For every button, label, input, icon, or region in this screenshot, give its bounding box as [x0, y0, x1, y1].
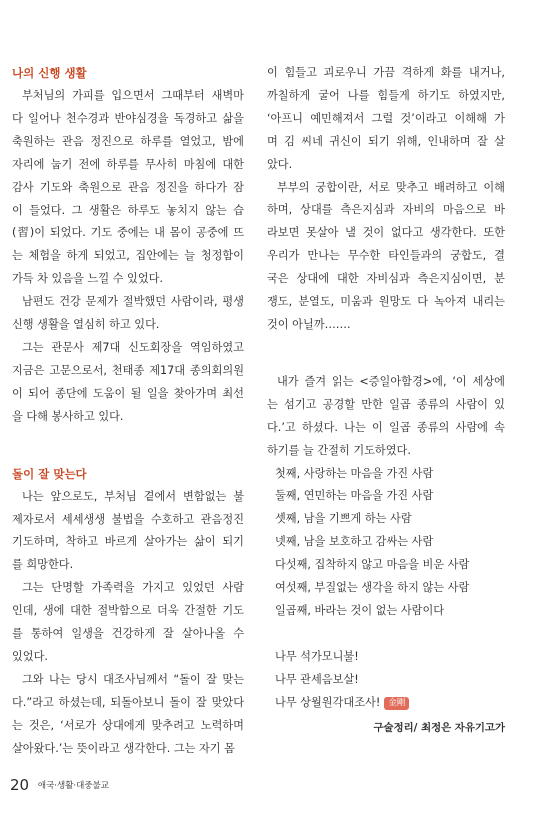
text-line: 그와 나는 당시 대조사님께서 “돌이 잘 맞는 — [22, 672, 244, 686]
text-line: 넷째, 남을 보호하고 감싸는 사람 — [275, 535, 434, 549]
text-line: 다.’고 하셨다. 나는 이 일곱 종류의 사람에 속 — [267, 420, 505, 434]
text-line: 를 통하여 일생을 건강하게 잘 살아나올 수 — [12, 627, 244, 641]
text-line: 가득 차 있음을 느낄 수 있었다. — [12, 272, 164, 286]
author-signature: 구술정리/ 최정은 자유기고가 — [373, 721, 505, 734]
text-line: 그는 단명할 가족력을 가지고 있었던 사람 — [22, 581, 244, 595]
text-line: 자리에 눕기 전에 하루를 무사히 마침에 대한 — [12, 157, 244, 171]
text-line: 제자로서 세세생생 불법을 수호하고 관음정진 — [12, 512, 244, 526]
text-line: 는 섬기고 공경할 만한 일곱 종류의 사람이 있 — [267, 397, 505, 411]
text-line: 라보면 못살아 낼 것이 없다고 생각한다. 또한 — [267, 226, 505, 240]
text-line: 셋째, 남을 기쁘게 하는 사람 — [275, 512, 412, 526]
text-line: 는 체험을 하게 되었고, 집안에는 늘 청정함이 — [12, 249, 244, 263]
seven-people-list — [267, 463, 505, 623]
right-column — [267, 62, 505, 739]
text-line: 이 힘들고 괴로우니 가끔 격하게 화를 내거나, — [267, 66, 505, 79]
text-line: 여섯째, 부질없는 생각을 하지 않는 사람 — [275, 581, 470, 595]
text-line: 며 김 씨네 귀신이 되기 위해, 인내하며 잘 살 — [267, 134, 505, 148]
text-line: 지금은 고문으로서, 천태종 제17대 종의회의원 — [12, 363, 244, 377]
text-line: 다.”라고 하셨는데, 되돌아보니 돌이 잘 맞았다 — [12, 695, 244, 709]
text-line: (習)이 되었다. 기도 중에는 내 몸이 공중에 뜨 — [12, 226, 244, 240]
text-line: 인데, 생에 대한 절박함으로 더욱 간절한 기도 — [12, 604, 244, 618]
text-line: 는 것은, ‘서로가 상대에게 맞추려고 노력하며 — [12, 718, 244, 732]
text-line: 다 일어나 천수경과 반야심경을 독경하고 삶을 — [12, 111, 244, 125]
text-line: ‘아프니 예민해져서 그럴 것’이라고 이해해 가 — [267, 111, 505, 125]
text-line: 그는 관문사 제7대 신도회장을 역임하였고 — [22, 340, 244, 354]
text-line: 하며, 상대를 측은지심과 자비의 마음으로 바 — [267, 203, 505, 217]
section-body-stones-fit — [12, 486, 244, 761]
text-line: 이 들었다. 그 생활은 하루도 놓치지 않는 습 — [12, 203, 244, 217]
section-title-stones-fit: 돌이 잘 맞는다 — [12, 466, 87, 481]
text-line: 것이 아닐까……. — [267, 317, 351, 331]
text-line: 다섯째, 집착하지 않고 마음을 비운 사람 — [275, 558, 470, 572]
text-line: 나무 석가모니불! — [275, 649, 359, 663]
page-number: 20 — [10, 776, 30, 794]
text-line: 이 되어 종단에 도움이 될 일을 찾아가며 최선 — [12, 386, 244, 400]
paragraph-sutra-quote — [267, 371, 505, 463]
text-line: 국은 상대에 대한 자비심과 측은지심이면, 분 — [267, 272, 505, 286]
section-body-my-practice — [12, 85, 244, 429]
text-line: 있었다. — [12, 649, 48, 663]
closing-chants — [267, 646, 505, 715]
text-line: 나무 상월원각대조사! 金剛 — [267, 692, 505, 715]
text-line: 내가 즐겨 읽는 <증일아함경>에, ‘이 세상에 — [277, 374, 505, 388]
text-line: 신행 생활을 열심히 하고 있다. — [12, 318, 160, 332]
left-column — [12, 62, 244, 760]
page-footer — [10, 776, 109, 794]
logo-badge: 金剛 — [384, 697, 409, 710]
text-line: 나무 관세음보살! — [275, 672, 359, 686]
text-line: 기도하며, 착하고 바르게 살아가는 삶이 되기 — [12, 535, 244, 549]
text-line: 부부의 궁합이란, 서로 맞추고 배려하고 이해 — [277, 180, 505, 194]
text-line: 쟁도, 분열도, 미움과 원망도 다 녹아져 내리는 — [267, 295, 505, 309]
text-line: 우리가 만나는 무수한 타인들과의 궁합도, 결 — [267, 249, 505, 263]
text-line: 을 다해 봉사하고 있다. — [12, 409, 124, 423]
text-line: 첫째, 사랑하는 마음을 가진 사람 — [275, 466, 434, 480]
text-line: 축원하는 관음 정진으로 하루를 열었고, 밤에 — [12, 134, 244, 148]
text-line: 감사 기도와 축원으로 관음 정진을 하다가 잠 — [12, 180, 244, 194]
section-title-my-practice: 나의 신행 생활 — [12, 66, 87, 80]
text-line: 살아왔다.’는 뜻이라고 생각한다. 그는 자기 몸 — [12, 741, 235, 755]
text-line: 나는 앞으로도, 부처님 곁에서 변함없는 불 — [22, 489, 244, 503]
text-line: 하기를 늘 간절히 기도하였다. — [267, 443, 411, 457]
text-line: 았다. — [267, 157, 293, 171]
text-line: 남편도 건강 문제가 절박했던 사람이라, 평생 — [22, 295, 244, 309]
paragraph-couple-harmony — [267, 62, 505, 337]
publication-name: 애국·생활·대중불교 — [37, 781, 109, 791]
text-line: 를 희망한다. — [12, 558, 74, 572]
text-line: 부처님의 가피를 입으면서 그때부터 새벽마 — [22, 89, 244, 102]
text-line: 일곱째, 바라는 것이 없는 사람이다 — [275, 603, 445, 617]
text-line: 둘째, 연민하는 마음을 가진 사람 — [275, 489, 434, 503]
text-line: 까칠하게 굴어 나를 힘들게 하기도 하였지만, — [267, 88, 505, 102]
